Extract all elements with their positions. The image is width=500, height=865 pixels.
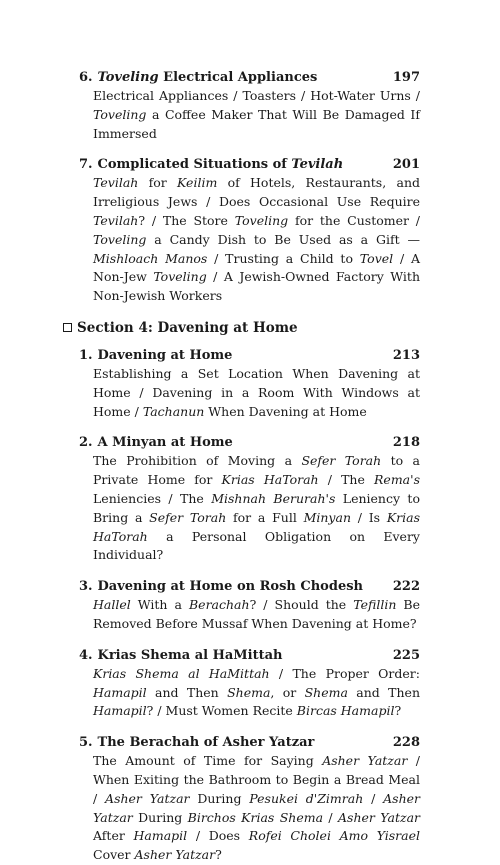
entry-title: Complicated Situations of Tevilah (93, 157, 344, 173)
entry-number: 4. (79, 647, 93, 663)
entry-number: 7. (79, 157, 93, 173)
entry-number: 3. (79, 579, 93, 595)
section-title: Section 4: Davening at Home (77, 319, 298, 336)
toc-entry (63, 733, 420, 865)
entry-heading (63, 155, 420, 174)
section-heading (63, 318, 420, 338)
toc-entry (63, 346, 420, 421)
entry-page-number: 218 (392, 435, 420, 451)
entry-heading (63, 433, 420, 452)
entry-title: The Berachah of Asher Yatzar (93, 735, 315, 751)
toc-entry (63, 433, 420, 565)
toc-entry (63, 155, 420, 306)
entry-heading (63, 577, 420, 596)
entry-page-number: 222 (392, 579, 420, 595)
entry-heading (63, 346, 420, 365)
toc-entry (63, 577, 420, 634)
entry-description: The Amount of Time for Saying Asher Yatzar / When Exiting the Bathroom to Begin a Bread Meal / Asher Yatzar During Pesukei d'Zimrah / Asher Yatzar During Birchos Krias Shema / Asher Yatzar After Hamapil / Does Rofei Cholei Amo Yisrael Cover Asher Yatzar? (93, 753, 421, 863)
entry-title: Davening at Home on Rosh Chodesh (93, 579, 363, 595)
entry-page-number: 201 (392, 157, 420, 173)
entry-description: Electrical Appliances / Toasters / Hot-Water Urns / Toveling a Coffee Maker That Will Be Damaged If Immersed (93, 88, 420, 141)
entry-description: The Prohibition of Moving a Sefer Torah to a Private Home for Krias HaTorah / The Rema's Leniencies / The Mishnah Berurah's Leniency to Bring a Sefer Torah for a Full Minyan / Is Krias HaTorah a Personal Obligation on Every Individual? (93, 453, 421, 563)
entry-description: Establishing a Set Location When Davening at Home / Davening in a Room With Windows at Home / Tachanun When Davening at Home (93, 365, 420, 419)
entry-page-number: 225 (392, 647, 420, 663)
entry-description: Hallel With a Berachah? / Should the Tefillin Be Removed Before Mussaf When Davening at Home? (93, 597, 420, 631)
entry-heading (63, 68, 420, 87)
entry-page-number: 197 (392, 70, 420, 85)
entry-description: Tevilah for Keilim of Hotels, Restaurants, and Irreligious Jews / Does Occasional Use Require Tevilah? / The Store Toveling for the Customer / Toveling a Candy Dish to Be Used as a Gift — Mishloach Manos / Trusting a Child to Tovel / A Non-Jew Toveling / A Jewish-Owned Factory With Non-Jewish Workers (93, 175, 420, 304)
entry-number: 2. (79, 435, 93, 451)
entry-page-number: 228 (392, 735, 420, 751)
toc-entry (63, 68, 420, 143)
entry-title: Krias Shema al HaMittah (93, 647, 283, 663)
entry-number: 1. (79, 347, 93, 363)
entry-heading (63, 733, 420, 752)
entry-title: Davening at Home (93, 347, 233, 363)
entry-heading (63, 646, 420, 665)
entry-number: 6. (79, 70, 93, 85)
entry-title: A Minyan at Home (93, 435, 233, 451)
entry-page-number: 213 (392, 347, 420, 363)
entry-title: Toveling Electrical Appliances (97, 70, 318, 85)
toc-entry (63, 646, 420, 721)
entry-description: Krias Shema al HaMittah / The Proper Order: Hamapil and Then Shema, or Shema and Then Hamapil? / Must Women Recite Bircas Hamapil? (93, 665, 420, 719)
entry-number: 5. (79, 735, 93, 751)
checkbox-square-icon (63, 323, 72, 332)
